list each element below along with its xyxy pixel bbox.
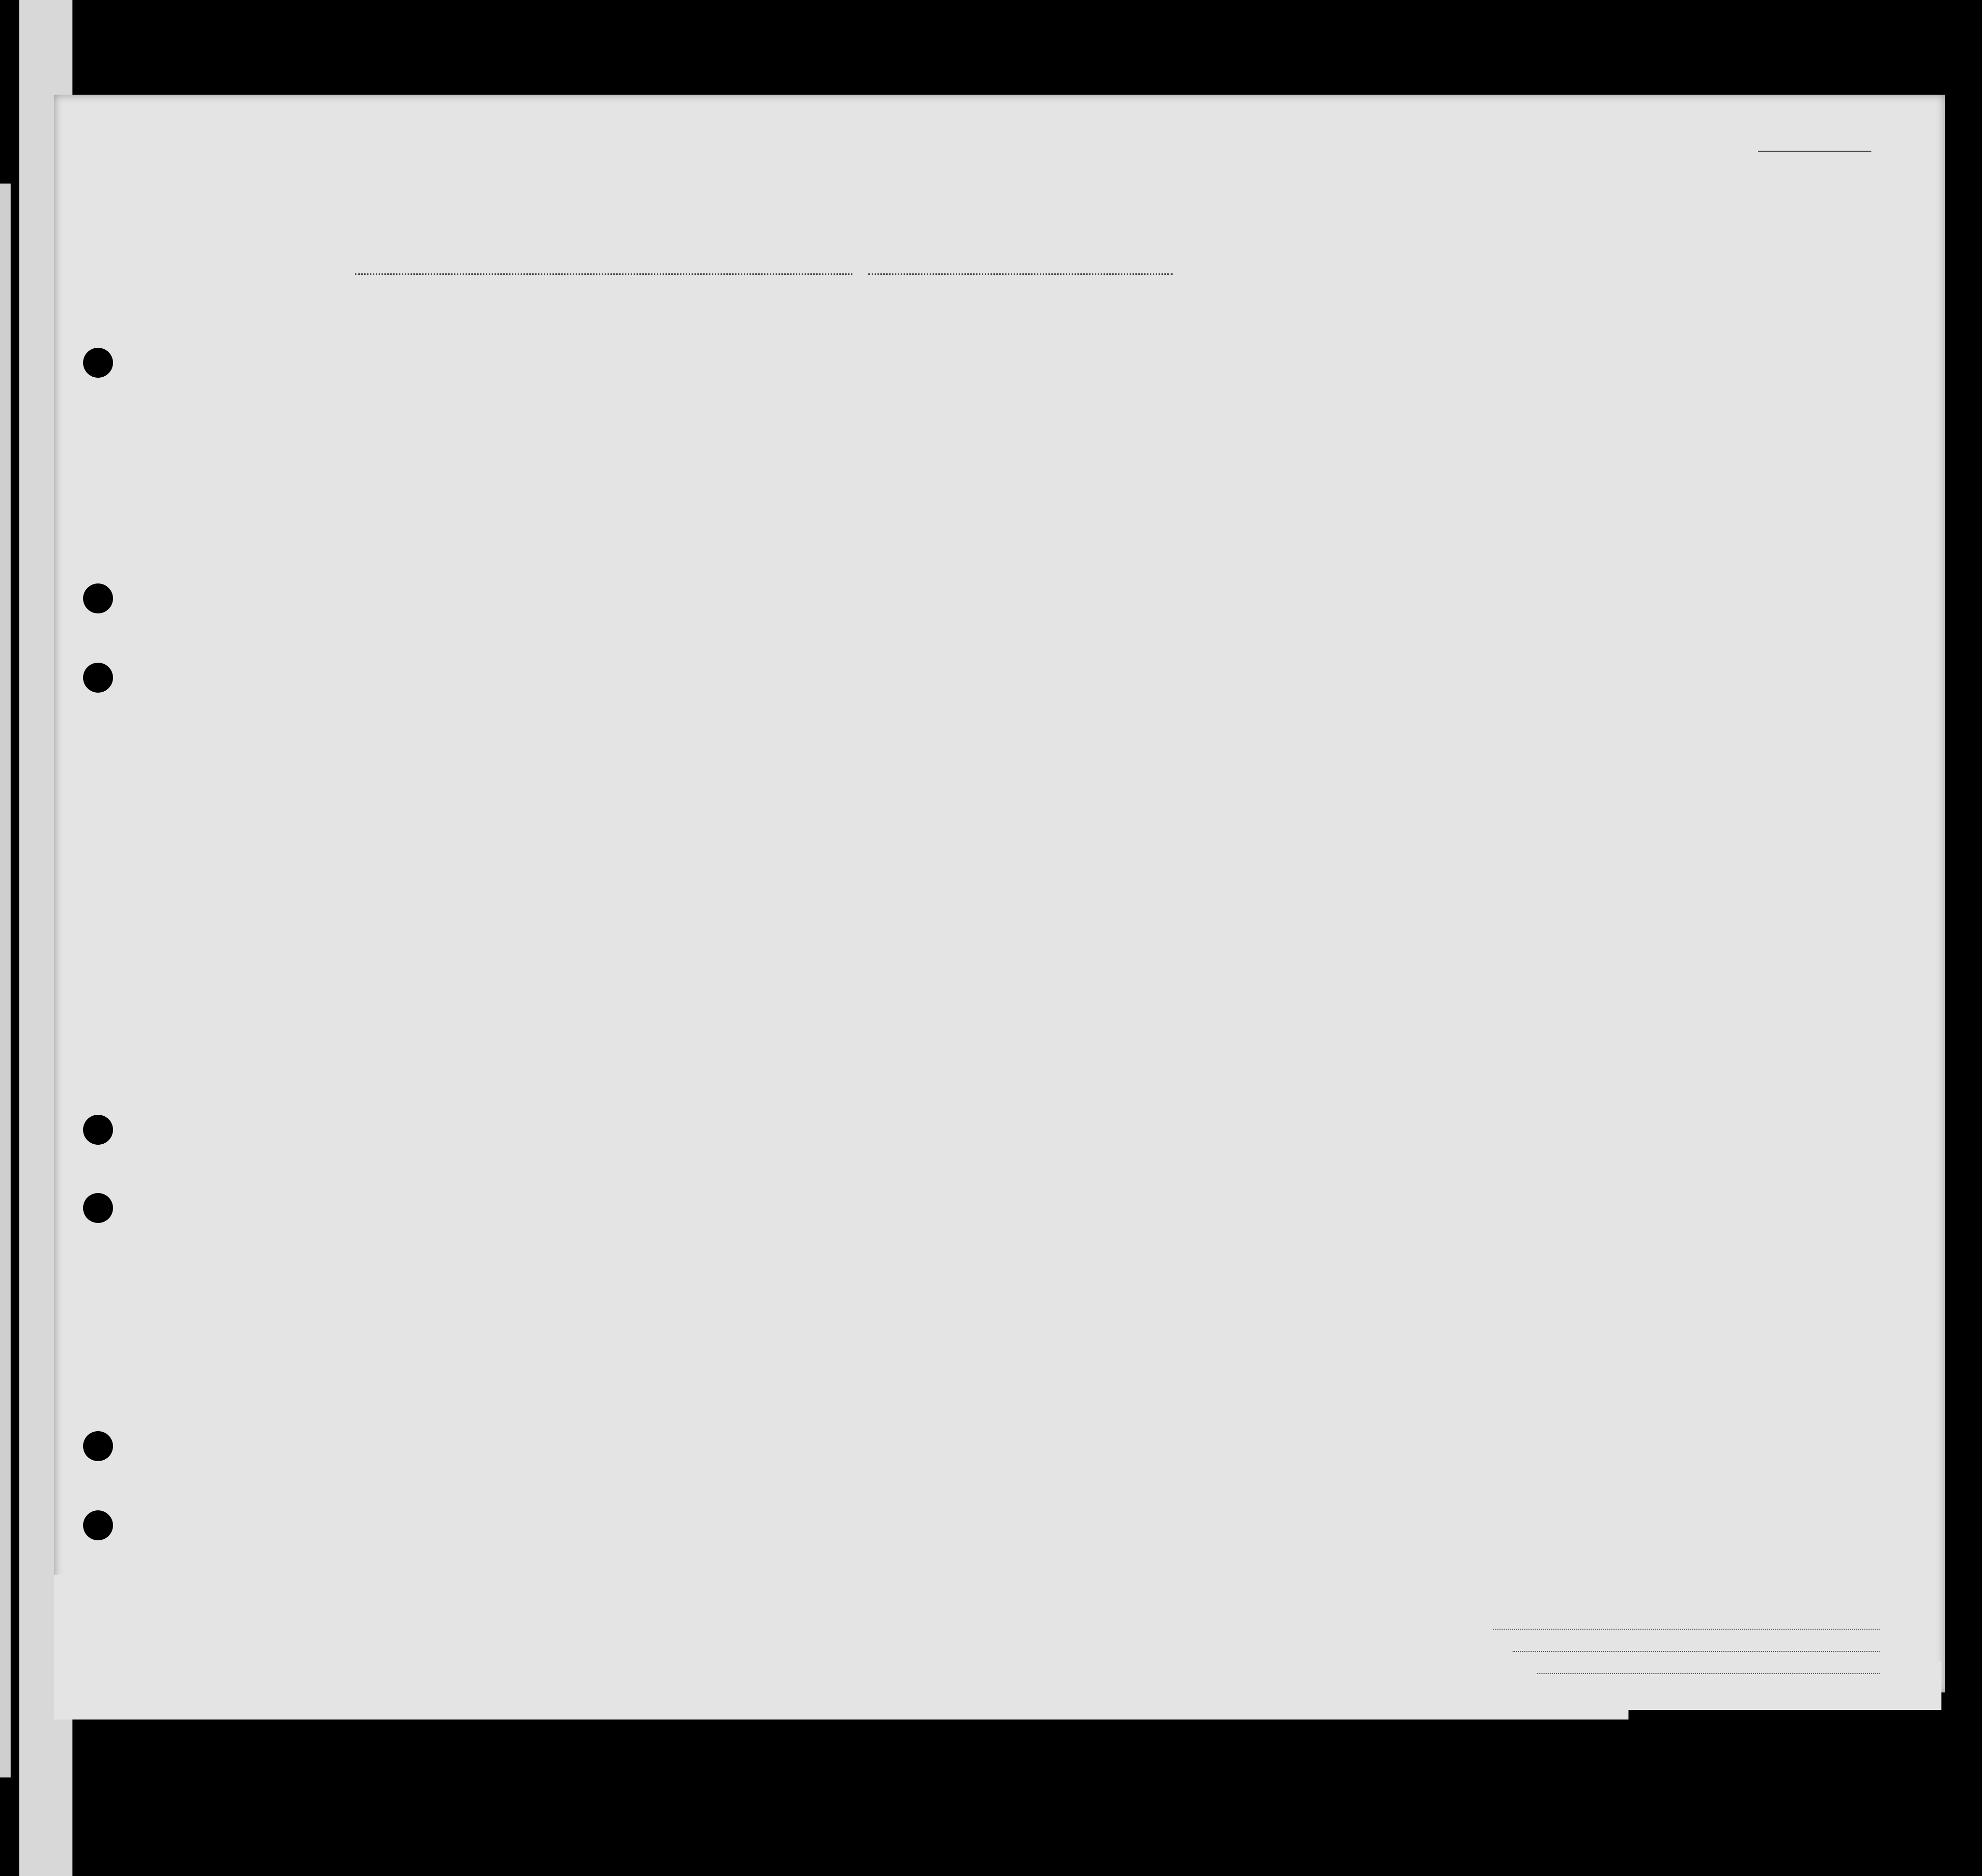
col25-header [1263,341,1307,454]
punch-hole [83,348,113,378]
col24-c [1232,367,1260,454]
line-field [1493,1629,1880,1630]
col26-header [1310,341,1331,454]
punch-hole [83,663,113,693]
col24-a [1150,367,1199,454]
col29-header [1446,341,1491,454]
col31-header [1515,341,1537,454]
punch-hole [83,1193,113,1223]
col19-header [583,338,609,454]
owners-field [1513,1651,1880,1652]
punch-hole [83,583,113,613]
punch-hole [83,1510,113,1540]
col27-header [1333,341,1352,454]
punch-hole [83,1115,113,1145]
agents-field [1537,1673,1880,1674]
col34-feet [1604,425,1628,454]
col34-inches [1629,415,1654,454]
col21-header [708,338,732,454]
punch-hole [83,1431,113,1461]
col24-b [1201,367,1232,454]
col28-header [1354,341,1444,454]
col30-header [1492,341,1514,454]
